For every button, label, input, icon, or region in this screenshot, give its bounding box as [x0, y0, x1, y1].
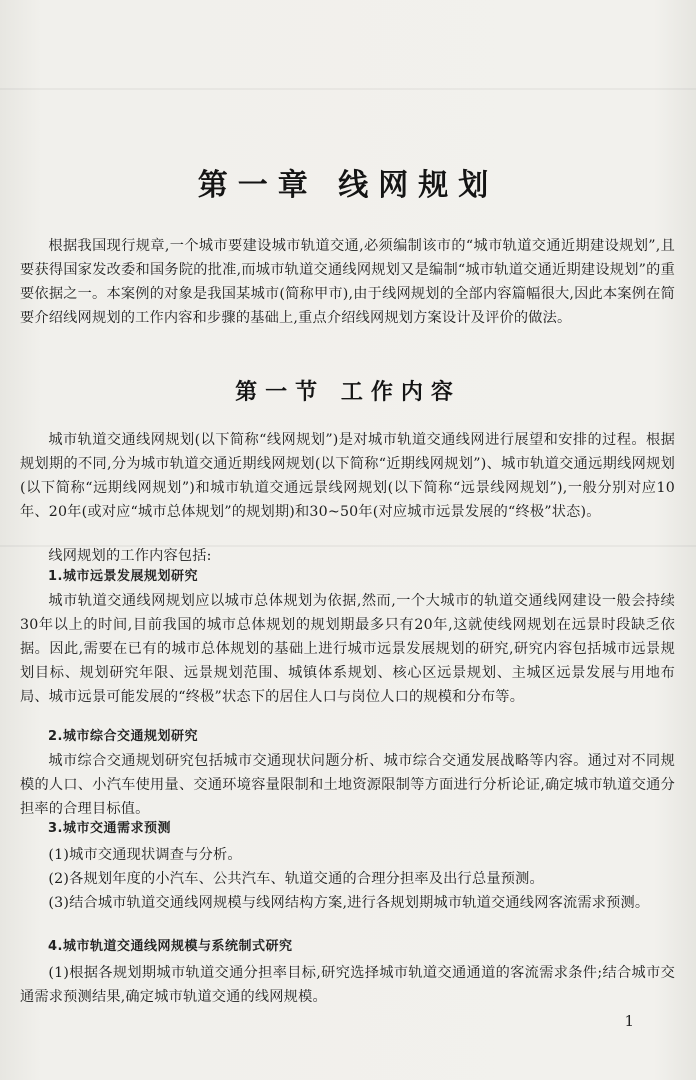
section-title: 第一节 工作内容 — [235, 380, 461, 405]
subheading: 2.城市综合交通规划研究 — [48, 729, 198, 744]
body-paragraph: 线网规划的工作内容包括: — [48, 548, 212, 564]
body-paragraph: 城市轨道交通线网规划应以城市总体规划为依据,然而,一个大城市的轨道交通线网建设一般会持续30年以上的时间,目前我国的城市总体规划的规划期最多只有20年,这就使线网规划在远景时段缺乏依据。因此,需要在已有的城市总体规划的基础上进行城市远景发展规划的研究,研究内容包括城市远景规划目标、规划研究年限、远景规划范围、城镇体系规划、核心区远景规划、主城区远景发展与用地布局、城市远景可能发展的“终极”状态下的居住人口与岗位人口的规模和分布等。 — [20, 593, 675, 705]
body-paragraph: 城市轨道交通线网规划(以下简称“线网规划”)是对城市轨道交通线网进行展望和安排的过程。根据规划期的不同,分为城市轨道交通近期线网规划(以下简称“近期线网规划”)、城市轨道交通远期线网规划(以下简称“远期线网规划”)和城市轨道交通远景线网规划(以下简称“远景线网规划”),一般分别对应10年、20年(或对应“城市总体规划”的规划期)和30~50年(对应城市远景发展的“终极”状态)。 — [20, 432, 675, 520]
body-paragraph: (3)结合城市轨道交通线网规模与线网结构方案,进行各规划期城市轨道交通线网客流需求预测。 — [48, 895, 650, 911]
body-paragraph: (1)城市交通现状调查与分析。 — [48, 847, 242, 863]
subheading: 1.城市远景发展规划研究 — [48, 569, 198, 584]
subheading: 4.城市轨道交通线网规模与系统制式研究 — [48, 939, 293, 954]
intro-paragraph: 根据我国现行规章,一个城市要建设城市轨道交通,必须编制该市的“城市轨道交通近期建设规划”,且要获得国家发改委和国务院的批准,而城市轨道交通线网规划又是编制“城市轨道交通近期建设规划”的重要依据之一。本案例的对象是我国某城市(简称甲市),由于线网规划的全部内容篇幅很大,因此本案例在简要介绍线网规划的工作内容和步骤的基础上,重点介绍线网规划方案设计及评价的做法。 — [20, 238, 675, 326]
subheading: 3.城市交通需求预测 — [48, 821, 171, 836]
page-number: 1 — [624, 1012, 634, 1030]
body-paragraph: (2)各规划年度的小汽车、公共汽车、轨道交通的合理分担率及出行总量预测。 — [48, 871, 544, 887]
chapter-title: 第一章 线网规划 — [197, 168, 499, 203]
bleed-through-line — [0, 88, 696, 90]
body-paragraph: 城市综合交通规划研究包括城市交通现状问题分析、城市综合交通发展战略等内容。通过对不同规模的人口、小汽车使用量、交通环境容量限制和土地资源限制等方面进行分析论证,确定城市轨道交通分担率的合理目标值。 — [20, 753, 675, 817]
body-paragraph: (1)根据各规划期城市轨道交通分担率目标,研究选择城市轨道交通通道的客流需求条件;结合城市交通需求预测结果,确定城市轨道交通的线网规模。 — [20, 965, 675, 1005]
